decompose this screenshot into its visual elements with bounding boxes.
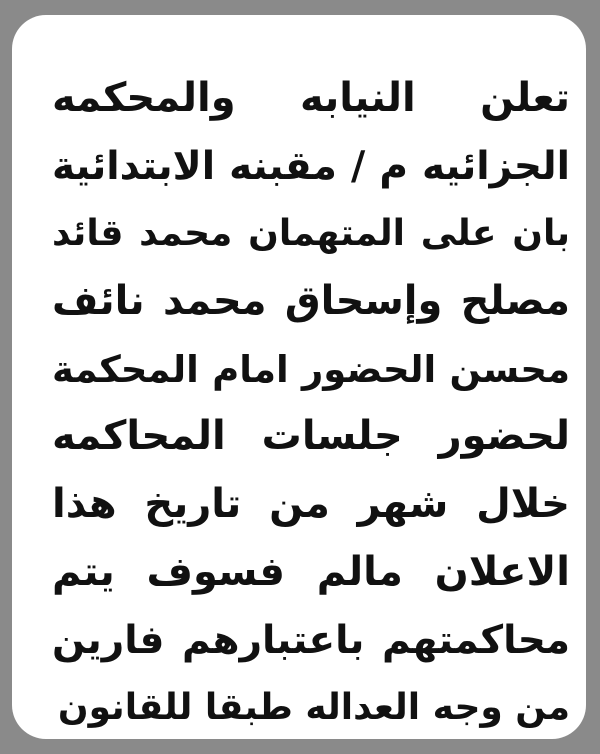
notice-line-6: لحضور جلسات المحاكمه [52, 413, 570, 460]
notice-line-7: خلال شهر من تاريخ هذا [52, 481, 570, 528]
notice-line-2: الجزائيه م / مقبنه الابتدائية [52, 143, 570, 189]
notice-line-1: تعلن النيابه والمحكمه [52, 75, 570, 121]
notice-line-9: محاكمتهم باعتبارهم فارين [52, 617, 570, 663]
notice-line-10: من وجه العداله طبقا للقانون [57, 687, 570, 729]
notice-card [12, 15, 586, 739]
notice-line-3: بان على المتهمان محمد قائد [52, 213, 570, 255]
notice-line-4: مصلح وإسحاق محمد نائف [52, 278, 570, 325]
notice-line-8: الاعلان مالم فسوف يتم [52, 548, 570, 595]
notice-line-5: محسن الحضور امام المحكمة [52, 347, 570, 391]
notice-text [52, 65, 570, 742]
